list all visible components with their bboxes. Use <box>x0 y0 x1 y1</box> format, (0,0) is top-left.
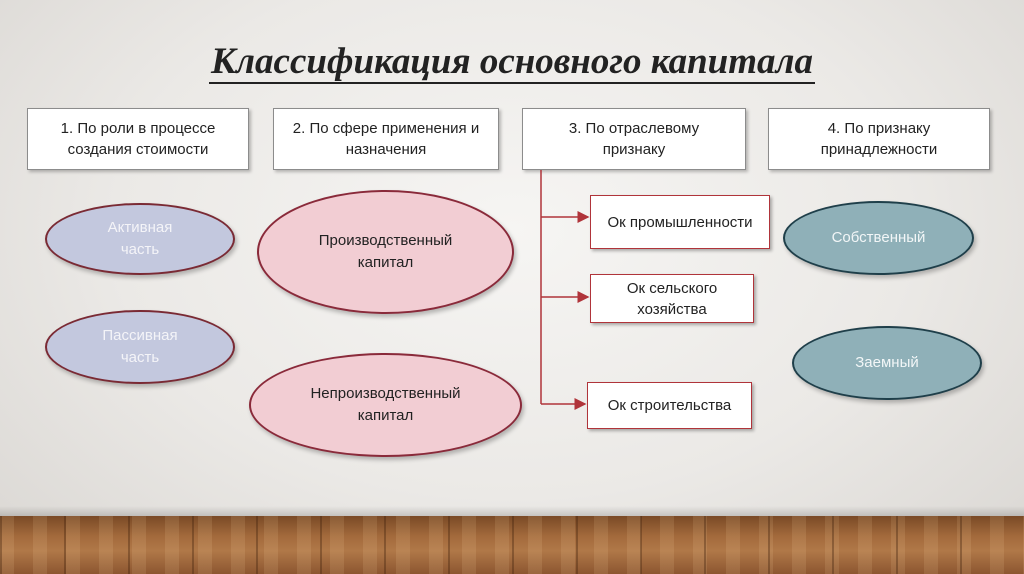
category-number: 1. <box>60 120 74 137</box>
ellipse-passive-part: Пассивная часть <box>45 310 235 384</box>
box-industry-manufacturing: Ок промышленности <box>590 195 770 249</box>
page-title: Классификация основного капитала <box>210 41 814 82</box>
category-label: По отраслевому признаку <box>585 120 700 158</box>
ellipse-own-capital: Собственный <box>783 201 974 275</box>
category-number: 3. <box>568 120 582 137</box>
category-label: По признаку принадлежности <box>820 120 938 158</box>
box-industry-agriculture: Ок сельского хозяйства <box>590 274 754 323</box>
category-number: 2. <box>292 120 306 137</box>
ellipse-borrowed-capital: Заемный <box>792 326 982 400</box>
ellipse-active-part: Активная часть <box>45 203 235 275</box>
box-industry-construction: Ок строительства <box>587 382 752 429</box>
ellipse-nonproductive-capital: Непроизводственный капитал <box>249 353 522 457</box>
ellipse-productive-capital: Производственный капитал <box>257 190 514 314</box>
category-label: По роли в процессе создания стоимости <box>67 120 216 158</box>
category-number: 4. <box>827 120 841 137</box>
category-label: По сфере применения и назначения <box>309 120 480 158</box>
